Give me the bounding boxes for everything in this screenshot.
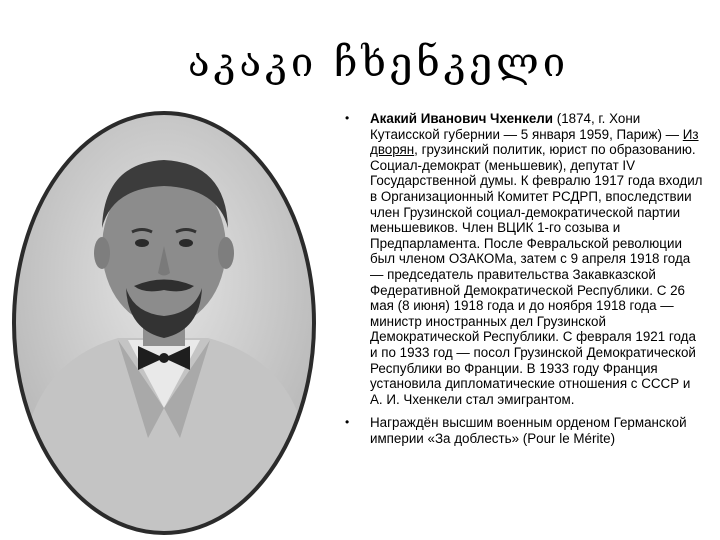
biography-text-rest: , грузинский политик, юрист по образованию. Социал-демократ (меньшевик), депутат IV Государственной думы. К февралю 1917 года входил в Организационный Комитет РСДРП, впоследствии член Грузинской социал-демократической партии меньшевиков. Член ВЦИК 1-го созыва и Предпарламента. После Февральской революции был членом ОЗАКОМа, затем с 9 апреля 1918 года — председатель правительства Закавказской Федеративной Демократической Республики. С 26 мая (8 июня) 1918 года и до ноября 1918 года — министр иностранных дел Грузинской Демократической Республики. С февраля 1921 года и по 1933 год — посол Грузинской Демократической Республики во Франции. В 1933 году Франция установила дипломатические отношения с СССР и А. И. Чхенкели стал эмигрантом. [370, 142, 703, 407]
award-text: Награждён высшим военным орденом Германской империи «За доблесть» (Pour le Mérite) [370, 415, 687, 446]
bullet-list [345, 111, 705, 454]
biography-text-start: (1874, г. Хони Кутаисской губернии — 5 января 1959, Париж) — [370, 111, 683, 142]
bullet-marker: • [345, 415, 350, 430]
eye-right [179, 239, 193, 247]
portrait-photo [8, 108, 320, 538]
bullet-award [345, 415, 705, 446]
eye-left [135, 239, 149, 247]
slide-title: აკაკი ჩხენკელი [188, 40, 570, 86]
bullet-biography [345, 111, 705, 407]
person-name: Акакий Иванович Чхенкели [370, 111, 554, 126]
portrait-illustration [8, 108, 320, 538]
link-iz-dvoryan[interactable]: Из дворян [370, 126, 699, 158]
bullet-marker: • [345, 111, 350, 125]
